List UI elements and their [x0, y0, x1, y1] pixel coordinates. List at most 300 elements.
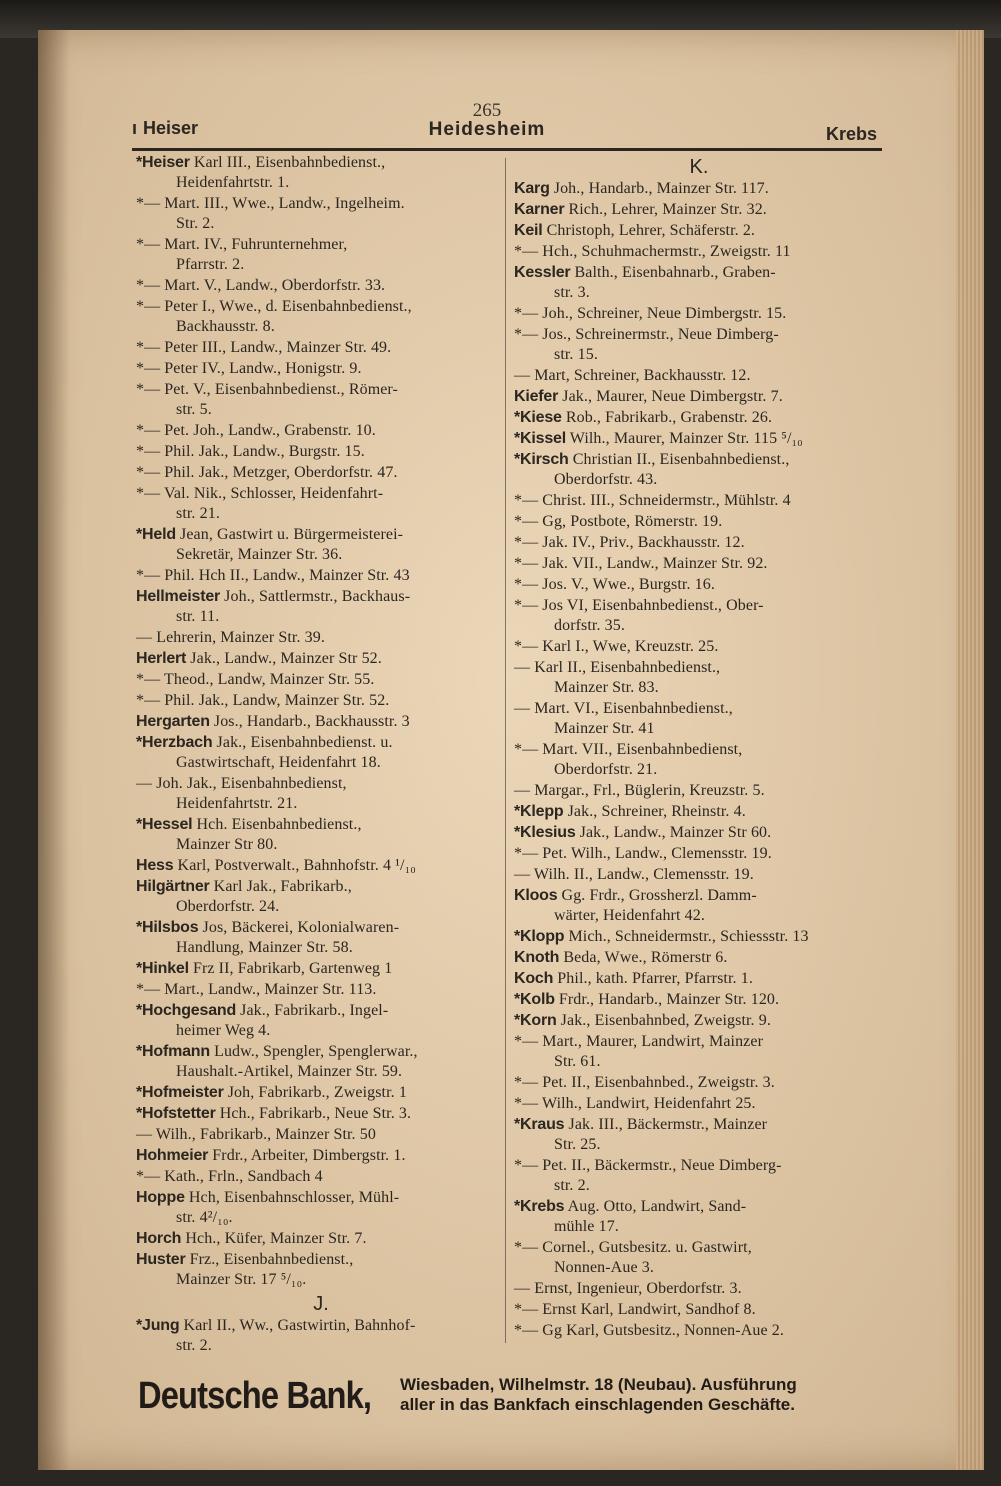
entry-text: *— Pet. II., Bäckermstr., Neue Dimberg-: [514, 1157, 782, 1174]
surname: Kessler: [514, 264, 571, 281]
entry-text: *— Jak. IV., Priv., Backhausstr. 12.: [514, 534, 745, 551]
surname: *Hofmeister: [136, 1084, 224, 1101]
entry-text: Karl III., Eisenbahnbedienst.,: [189, 154, 386, 171]
entry-line: [514, 1073, 884, 1093]
surname: *Kissel: [514, 430, 566, 447]
directory-entry: [514, 823, 884, 843]
entry-text: Sekretär, Mainzer Str. 36.: [176, 546, 343, 563]
ad-text: [400, 1375, 797, 1415]
page-number: 265: [472, 100, 502, 121]
entry-text: *— Mart., Maurer, Landwirt, Mainzer: [514, 1033, 763, 1050]
bank-advertisement: [138, 1365, 878, 1421]
directory-entry: [136, 774, 506, 814]
entry-line: [514, 1238, 884, 1258]
directory-entry: [514, 990, 884, 1010]
entry-text: Jak., Eisenbahnbedienst. u.: [212, 734, 393, 751]
entry-line: [514, 823, 884, 843]
directory-entry: [136, 276, 506, 296]
surname: Knoth: [514, 949, 560, 966]
entry-text: Frdr., Arbeiter, Dimbergstr. 1.: [208, 1147, 406, 1164]
directory-entry: [136, 1042, 506, 1082]
entry-continuation-line: [136, 938, 506, 958]
entry-text: *— Peter III., Landw., Mainzer Str. 49.: [136, 339, 392, 356]
directory-entry: [514, 865, 884, 885]
ad-line-1: Wiesbaden, Wilhelmstr. 18 (Neubau). Ausführung: [400, 1375, 797, 1394]
entry-continuation-line: [136, 1021, 506, 1041]
entry-continuation-line: [136, 173, 506, 193]
surname: *Hessel: [136, 816, 193, 833]
entry-text: Christoph, Lehrer, Schäferstr. 2.: [542, 222, 756, 239]
entry-continuation-line: [514, 1052, 884, 1072]
entry-text: Jak., Eisenbahnbed, Zweigstr. 9.: [556, 1012, 771, 1029]
directory-entry: [136, 856, 506, 876]
entry-text: — Wilh. II., Landw., Clemensstr. 19.: [514, 866, 754, 883]
entry-text: Beda, Wwe., Römerstr 6.: [559, 949, 728, 966]
entry-line: [514, 325, 884, 345]
header-right-keyword: Krebs: [825, 124, 877, 144]
entry-text: str. 2.: [554, 1177, 590, 1194]
entry-line: [136, 194, 506, 214]
surname: Keil: [514, 222, 543, 239]
surname: Hess: [136, 857, 174, 874]
directory-entry: [514, 491, 884, 511]
entry-text: Jak. III., Bäckermstr., Mainzer: [564, 1116, 768, 1133]
entry-text: — Mart. VI., Eisenbahnbedienst.,: [514, 700, 733, 717]
entry-line: [514, 1197, 884, 1217]
directory-entry: [514, 969, 884, 989]
directory-entry: [514, 575, 884, 595]
surname: *Held: [136, 526, 176, 543]
entry-text: *— Pet. Wilh., Landw., Clemensstr. 19.: [514, 845, 772, 862]
directory-entry: [514, 1279, 884, 1299]
entry-line: [514, 491, 884, 511]
entry-text: str. 5.: [176, 401, 212, 418]
entry-text: Joh., Handarb., Mainzer Str. 117.: [549, 180, 769, 197]
directory-entry: [514, 1011, 884, 1031]
directory-entry: [136, 525, 506, 565]
entry-text: str. 21.: [176, 505, 220, 522]
page-header: [92, 100, 882, 148]
entry-line: [136, 628, 506, 648]
directory-entry: [514, 740, 884, 780]
directory-entry: [136, 1083, 506, 1103]
entry-text: — Joh. Jak., Eisenbahnbedienst,: [136, 775, 347, 792]
entry-line: [136, 1146, 506, 1166]
directory-entry: [514, 1321, 884, 1341]
directory-entry: [514, 699, 884, 739]
entry-text: *— Jak. VII., Landw., Mainzer Str. 92.: [514, 555, 768, 572]
entry-text: *— Peter IV., Landw., Honigstr. 9.: [136, 360, 362, 377]
surname: Hohmeier: [136, 1147, 209, 1164]
directory-entry: [136, 1229, 506, 1249]
surname: *Hochgesand: [136, 1002, 237, 1019]
entry-line: [514, 575, 884, 595]
directory-entry: [136, 649, 506, 669]
entry-line: [514, 781, 884, 801]
entry-text: — Margar., Frl., Büglerin, Kreuzstr. 5.: [514, 782, 765, 799]
entry-line: [136, 442, 506, 462]
directory-entry: [136, 297, 506, 337]
entry-text: *— Phil. Jak., Landw., Burgstr. 15.: [136, 443, 365, 460]
entry-text: Jak., Schreiner, Rheinstr. 4.: [563, 803, 746, 820]
surname: *Jung: [136, 1317, 180, 1334]
bank-name: Deutsche Bank,: [138, 1375, 372, 1417]
entry-text: Mainzer Str 80.: [176, 836, 278, 853]
entry-text: *— Peter I., Wwe., d. Eisenbahnbedienst.,: [136, 298, 412, 315]
entry-line: [136, 525, 506, 545]
directory-entry: [136, 959, 506, 979]
directory-entry: [136, 421, 506, 441]
surname: Huster: [136, 1251, 186, 1268]
directory-entry: [136, 359, 506, 379]
directory-entry: [514, 179, 884, 199]
entry-text: dorfstr. 35.: [554, 617, 625, 634]
directory-entry: [514, 927, 884, 947]
column-divider: [505, 158, 506, 1343]
directory-entry: [514, 1197, 884, 1237]
directory-entry: [514, 366, 884, 386]
entry-text: Mich., Schneidermstr., Schiessstr. 13: [564, 928, 809, 945]
entry-text: *— Mart. III., Wwe., Landw., Ingelheim.: [136, 195, 405, 212]
entry-text: *— Phil. Jak., Landw, Mainzer Str. 52.: [136, 692, 390, 709]
entry-text: Jos., Handarb., Backhausstr. 3: [209, 713, 410, 730]
directory-entry: [136, 1001, 506, 1041]
entry-continuation-line: [514, 906, 884, 926]
entry-line: [514, 304, 884, 324]
entry-line: [136, 670, 506, 690]
ad-line-2: aller in das Bankfach einschlagenden Geschäfte.: [400, 1395, 795, 1414]
entry-line: [136, 463, 506, 483]
directory-entry: [514, 263, 884, 303]
entry-line: [136, 649, 506, 669]
entry-line: [514, 865, 884, 885]
surname: Kloos: [514, 887, 558, 904]
directory-entry: [514, 948, 884, 968]
entry-text: Frz II, Fabrikarb, Gartenweg 1: [188, 960, 393, 977]
entry-text: Str. 2.: [176, 215, 215, 232]
entry-text: mühle 17.: [554, 1218, 619, 1235]
directory-entry: [514, 844, 884, 864]
entry-line: [514, 1011, 884, 1031]
directory-entry: [514, 781, 884, 801]
entry-continuation-line: [514, 470, 884, 490]
directory-entry: [514, 200, 884, 220]
entry-text: *— Pet. II., Eisenbahnbed., Zweigstr. 3.: [514, 1074, 775, 1091]
entry-text: *— Joh., Schreiner, Neue Dimbergstr. 15.: [514, 305, 787, 322]
entry-continuation-line: [136, 1270, 506, 1290]
entry-continuation-line: [514, 678, 884, 698]
page-edge: [956, 30, 984, 1470]
entry-line: [514, 242, 884, 262]
entry-text: *— Cornel., Gutsbesitz. u. Gastwirt,: [514, 1239, 752, 1256]
directory-entry: [514, 596, 884, 636]
surname: *Herzbach: [136, 734, 213, 751]
entry-text: Heidenfahrtstr. 21.: [176, 795, 298, 812]
directory-entry: [136, 712, 506, 732]
surname: Hoppe: [136, 1189, 185, 1206]
surname: Hellmeister: [136, 588, 221, 605]
entry-line: [514, 429, 884, 449]
entry-line: [514, 802, 884, 822]
entry-text: Mainzer Str. 41: [554, 720, 655, 737]
entry-line: [136, 235, 506, 255]
entry-text: *— Pet. V., Eisenbahnbedienst., Römer-: [136, 381, 398, 398]
directory-entry: [136, 1316, 506, 1356]
directory-entry: [514, 802, 884, 822]
directory-entry: [514, 304, 884, 324]
entry-line: [136, 1042, 506, 1062]
entry-line: [136, 1001, 506, 1021]
entry-text: *— Mart., Landw., Mainzer Str. 113.: [136, 981, 377, 998]
entry-text: Jak., Landw., Mainzer Str 60.: [575, 824, 772, 841]
entry-text: *— Jos VI, Eisenbahnbedienst., Ober-: [514, 597, 764, 614]
directory-entry: [514, 387, 884, 407]
entry-line: [136, 380, 506, 400]
entry-text: — Wilh., Fabrikarb., Mainzer Str. 50: [136, 1126, 376, 1143]
entry-line: [514, 1115, 884, 1135]
entry-line: [514, 387, 884, 407]
entry-text: Oberdorfstr. 43.: [554, 471, 658, 488]
page-spine-shadow: [38, 30, 70, 1470]
entry-text: str. 3.: [554, 284, 590, 301]
surname: Horch: [136, 1230, 182, 1247]
entry-line: [136, 1250, 506, 1270]
entry-text: *— Theod., Landw, Mainzer Str. 55.: [136, 671, 375, 688]
entry-text: Frdr., Handarb., Mainzer Str. 120.: [554, 991, 780, 1008]
entry-text: Hch. Eisenbahnbedienst.,: [192, 816, 362, 833]
surname: *Kolb: [514, 991, 555, 1008]
entry-line: [514, 554, 884, 574]
header-town-name: Heidesheim: [428, 119, 546, 140]
entry-continuation-line: [514, 345, 884, 365]
entry-continuation-line: [514, 283, 884, 303]
directory-entry: [136, 235, 506, 275]
entry-text: heimer Weg 4.: [176, 1022, 271, 1039]
surname: Karg: [514, 180, 550, 197]
surname: Kiefer: [514, 388, 559, 405]
entry-text: Jak., Maurer, Neue Dimbergstr. 7.: [558, 388, 783, 405]
entry-line: [136, 815, 506, 835]
directory-entry: [514, 1156, 884, 1196]
directory-entry: [514, 1115, 884, 1155]
directory-entry: [136, 1167, 506, 1187]
entry-text: Wilh., Maurer, Mainzer Str. 115 ⁵/₁₀: [565, 430, 803, 447]
entry-line: [136, 1104, 506, 1124]
directory-entry: [136, 980, 506, 1000]
entry-continuation-line: [136, 607, 506, 627]
entry-text: Joh., Sattlermstr., Backhaus-: [220, 588, 411, 605]
entry-text: Joh, Fabrikarb., Zweigstr. 1: [223, 1084, 407, 1101]
directory-entry: [136, 153, 506, 193]
directory-entry: [514, 450, 884, 490]
directory-entry: [136, 566, 506, 586]
entry-line: [514, 948, 884, 968]
entry-line: [514, 263, 884, 283]
entry-text: Jak., Fabrikarb., Ingel-: [236, 1002, 389, 1019]
header-left-mark: ı: [132, 118, 138, 138]
entry-line: [136, 421, 506, 441]
entry-continuation-line: [514, 616, 884, 636]
directory-entry: [136, 1188, 506, 1228]
entry-line: [136, 733, 506, 753]
directory-entry: [514, 658, 884, 698]
entry-line: [136, 484, 506, 504]
entry-text: *— Mart. V., Landw., Oberdorfstr. 33.: [136, 277, 386, 294]
surname: Hergarten: [136, 713, 210, 730]
entry-continuation-line: [136, 794, 506, 814]
entry-text: Handlung, Mainzer Str. 58.: [176, 939, 353, 956]
entry-line: [136, 338, 506, 358]
entry-text: Mainzer Str. 83.: [554, 679, 659, 696]
entry-text: Hch, Eisenbahnschlosser, Mühl-: [184, 1189, 400, 1206]
entry-continuation-line: [514, 1176, 884, 1196]
directory-entry: [136, 1125, 506, 1145]
entry-continuation-line: [136, 1336, 506, 1356]
entry-line: [136, 918, 506, 938]
left-column: [136, 153, 506, 1357]
entry-text: *— Mart. VII., Eisenbahnbedienst,: [514, 741, 743, 758]
directory-entry: [514, 637, 884, 657]
right-column: [514, 153, 884, 1342]
directory-entry: [514, 429, 884, 449]
entry-text: Hch., Fabrikarb., Neue Str. 3.: [215, 1105, 412, 1122]
entry-text: *— Gg, Postbote, Römerstr. 19.: [514, 513, 723, 530]
entry-line: [514, 450, 884, 470]
surname: Herlert: [136, 650, 187, 667]
entry-continuation-line: [136, 317, 506, 337]
entry-line: [136, 856, 506, 876]
entry-continuation-line: [136, 835, 506, 855]
header-left-text: Heiser: [143, 118, 199, 138]
entry-text: Heidenfahrtstr. 1.: [176, 174, 290, 191]
entry-continuation-line: [514, 1217, 884, 1237]
surname: *Korn: [514, 1012, 557, 1029]
entry-line: [136, 980, 506, 1000]
entry-line: [514, 1279, 884, 1299]
directory-entry: [136, 463, 506, 483]
directory-entry: [514, 886, 884, 926]
directory-entry: [136, 1250, 506, 1290]
directory-entry: [514, 1300, 884, 1320]
entry-line: [514, 221, 884, 241]
directory-entry: [514, 512, 884, 532]
entry-line: [514, 1321, 884, 1341]
entry-text: Jean, Gastwirt u. Bürgermeisterei-: [175, 526, 404, 543]
entry-text: Ludw., Spengler, Spenglerwar.,: [209, 1043, 418, 1060]
entry-text: str. 4²/₁₀.: [176, 1209, 233, 1226]
directory-entry: [514, 408, 884, 428]
entry-line: [514, 740, 884, 760]
entry-text: *— Karl I., Wwe, Kreuzstr. 25.: [514, 638, 719, 655]
entry-text: str. 15.: [554, 346, 598, 363]
entry-line: [136, 877, 506, 897]
directory-entry: [514, 1032, 884, 1072]
entry-text: Nonnen-Aue 3.: [554, 1259, 654, 1276]
surname: *Kiese: [514, 409, 562, 426]
entry-line: [136, 566, 506, 586]
entry-line: [136, 1167, 506, 1187]
directory-entry: [136, 484, 506, 524]
directory-entry: [136, 877, 506, 917]
surname: *Klepp: [514, 803, 564, 820]
surname: *Kraus: [514, 1116, 565, 1133]
entry-line: [136, 1125, 506, 1145]
surname: *Klesius: [514, 824, 576, 841]
directory-entry: [136, 670, 506, 690]
entry-line: [514, 1094, 884, 1114]
entry-text: Backhausstr. 8.: [176, 318, 275, 335]
entry-text: wärter, Heidenfahrt 42.: [554, 907, 705, 924]
directory-entry: [136, 194, 506, 234]
directory-entry: [136, 442, 506, 462]
entry-text: *— Jos., Schreinermstr., Neue Dimberg-: [514, 326, 779, 343]
surname: *Hilsbos: [136, 919, 199, 936]
entry-line: [514, 1300, 884, 1320]
entry-text: Karl II., Ww., Gastwirtin, Bahnhof-: [179, 1317, 416, 1334]
entry-line: [514, 408, 884, 428]
entry-line: [514, 927, 884, 947]
entry-line: [514, 200, 884, 220]
entry-text: Jak., Landw., Mainzer Str 52.: [186, 650, 382, 667]
entry-line: [136, 774, 506, 794]
directory-entry: [514, 242, 884, 262]
entry-text: — Lehrerin, Mainzer Str. 39.: [136, 629, 325, 646]
directory-entry: [514, 1238, 884, 1278]
surname: Koch: [514, 970, 554, 987]
entry-line: [136, 359, 506, 379]
entry-text: str. 2.: [176, 1337, 212, 1354]
surname: Hilgärtner: [136, 878, 210, 895]
entry-text: *— Mart. IV., Fuhrunternehmer,: [136, 236, 348, 253]
entry-continuation-line: [136, 400, 506, 420]
entry-text: — Mart, Schreiner, Backhausstr. 12.: [514, 367, 751, 384]
directory-entry: [136, 1104, 506, 1124]
entry-line: [136, 691, 506, 711]
directory-entry: [514, 533, 884, 553]
directory-entry: [514, 325, 884, 365]
section-letter: J.: [313, 1293, 329, 1315]
entry-line: [514, 637, 884, 657]
entry-text: *— Phil. Jak., Metzger, Oberdorfstr. 47.: [136, 464, 398, 481]
entry-text: Str. 61.: [554, 1053, 601, 1070]
entry-text: Str. 25.: [554, 1136, 601, 1153]
entry-continuation-line: [514, 760, 884, 780]
entry-text: Oberdorfstr. 21.: [554, 761, 658, 778]
entry-line: [136, 1083, 506, 1103]
directory-entry: [136, 733, 506, 773]
entry-text: *— Jos. V., Wwe., Burgstr. 16.: [514, 576, 715, 593]
entry-line: [136, 1316, 506, 1336]
entry-line: [514, 596, 884, 616]
entry-text: Pfarrstr. 2.: [176, 256, 245, 273]
entry-text: Rob., Fabrikarb., Grabenstr. 26.: [561, 409, 773, 426]
entry-text: *— Pet. Joh., Landw., Grabenstr. 10.: [136, 422, 376, 439]
entry-continuation-line: [136, 753, 506, 773]
directory-entry: [136, 918, 506, 958]
entry-continuation-line: [136, 214, 506, 234]
entry-text: Aug. Otto, Landwirt, Sand-: [564, 1198, 747, 1215]
entry-text: *— Val. Nik., Schlosser, Heidenfahrt-: [136, 485, 384, 502]
entry-line: [514, 179, 884, 199]
entry-text: — Ernst, Ingenieur, Oberdorfstr. 3.: [514, 1280, 742, 1297]
entry-line: [514, 990, 884, 1010]
entry-text: Frz., Eisenbahnbedienst.,: [185, 1251, 354, 1268]
entry-text: Haushalt.-Artikel, Mainzer Str. 59.: [176, 1063, 403, 1080]
surname: *Hinkel: [136, 960, 189, 977]
directory-entry: [514, 554, 884, 574]
entry-line: [514, 844, 884, 864]
entry-continuation-line: [136, 1062, 506, 1082]
